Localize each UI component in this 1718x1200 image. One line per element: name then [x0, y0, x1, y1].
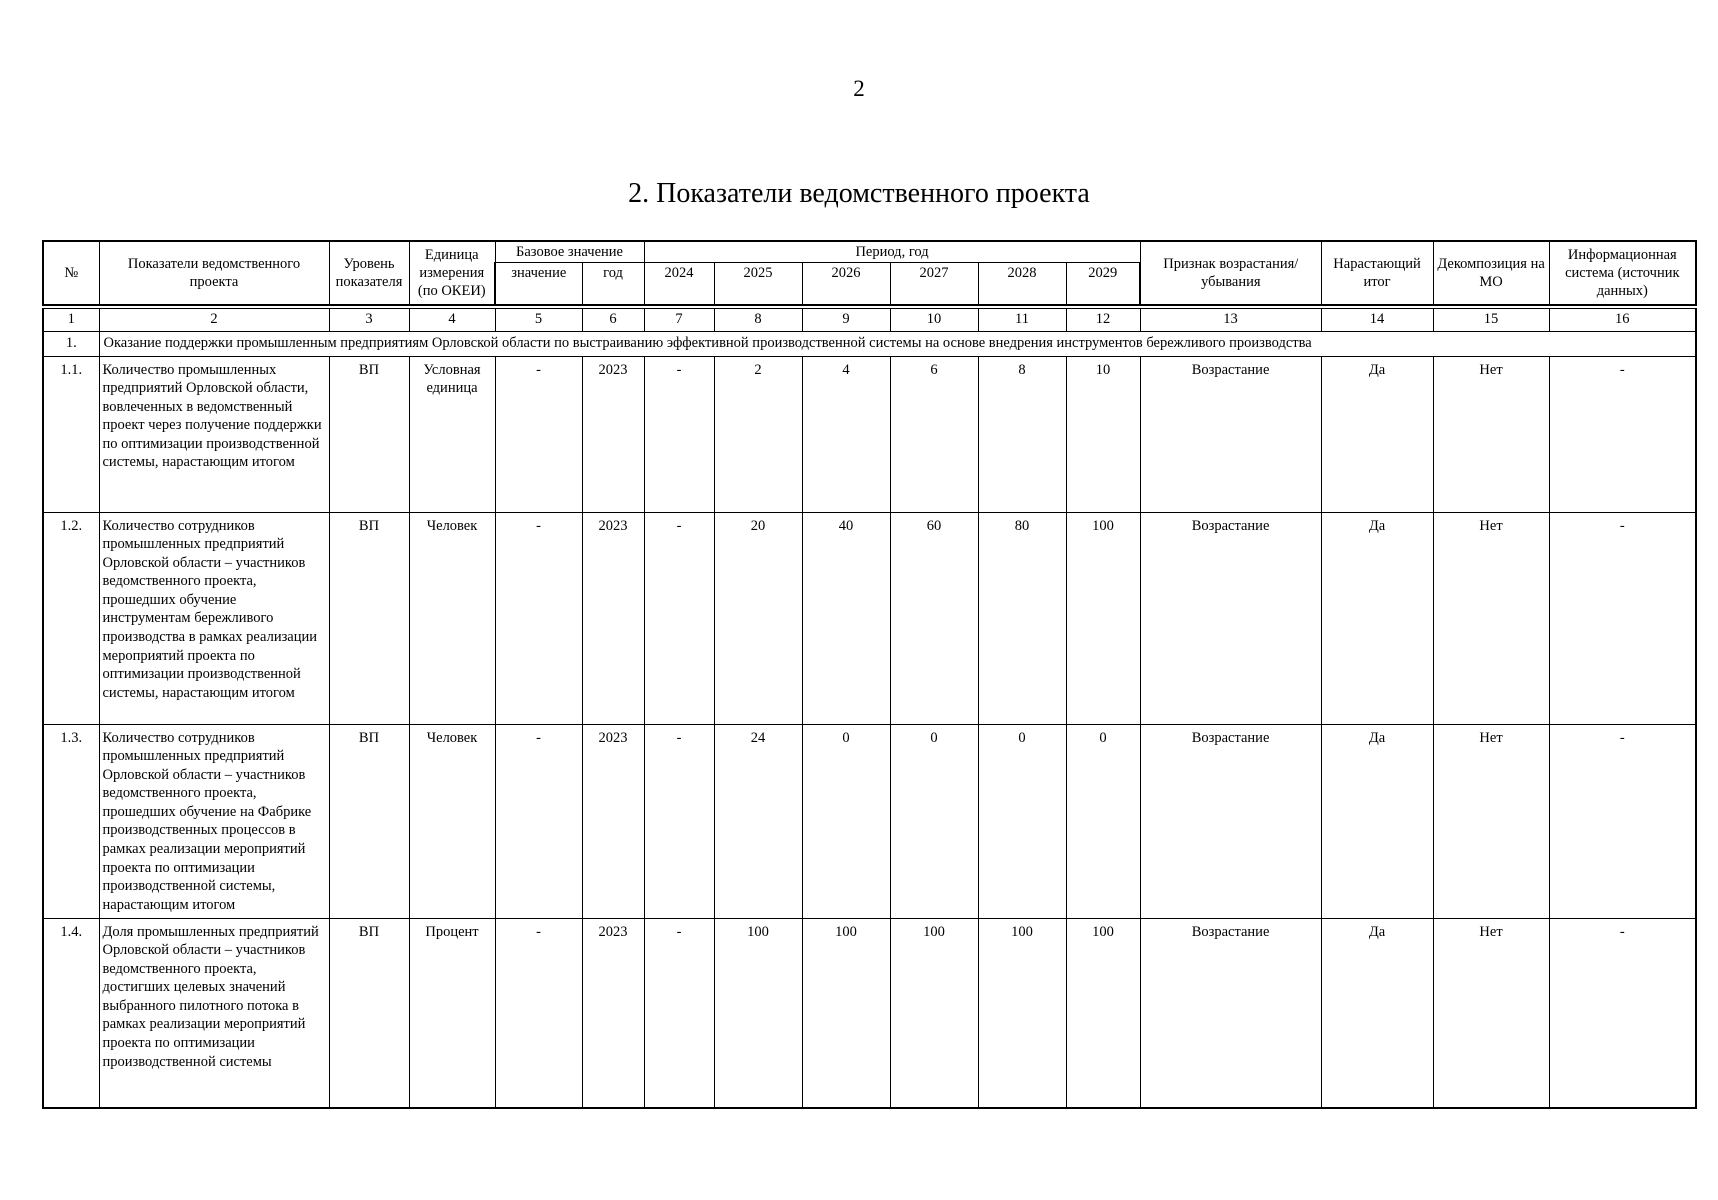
- column-number: 1: [43, 308, 99, 331]
- base-year: 2023: [582, 724, 644, 918]
- header-base-group: Базовое значение: [495, 241, 644, 263]
- trend-value: Возрастание: [1140, 918, 1321, 1108]
- indicator-name: Количество сотрудников промышленных предприятий Орловской области – участников ведомственного проекта, прошедших обучение на Фабрике производственных процессов в рамках реализации мероприятий проекта по оптимизации производственной системы, нарастающим итогом: [99, 724, 329, 918]
- header-year: 2028: [978, 263, 1066, 305]
- table-row: [43, 918, 1696, 1108]
- indicator-name: Количество сотрудников промышленных предприятий Орловской области – участников ведомственного проекта, прошедших обучение инструментам бережливого производства в рамках реализации мероприятий проекта по оптимизации производственной системы, нарастающим итогом: [99, 512, 329, 724]
- trend-value: Возрастание: [1140, 724, 1321, 918]
- column-number: 10: [890, 308, 978, 331]
- decomposition-value: Нет: [1433, 918, 1549, 1108]
- column-number: 3: [329, 308, 409, 331]
- column-number: 9: [802, 308, 890, 331]
- column-number: 4: [409, 308, 495, 331]
- indicator-level: ВП: [329, 512, 409, 724]
- info-system-value: -: [1549, 356, 1696, 512]
- row-num: 1.3.: [43, 724, 99, 918]
- year-value: 0: [1066, 724, 1140, 918]
- section-num: 1.: [43, 331, 99, 356]
- header-level: Уровень показателя: [329, 241, 409, 305]
- year-value: 8: [978, 356, 1066, 512]
- header-year: 2027: [890, 263, 978, 305]
- base-year: 2023: [582, 918, 644, 1108]
- year-value: 2: [714, 356, 802, 512]
- year-value: 0: [802, 724, 890, 918]
- column-number: 14: [1321, 308, 1433, 331]
- base-year: 2023: [582, 512, 644, 724]
- cumulative-value: Да: [1321, 724, 1433, 918]
- column-number: 15: [1433, 308, 1549, 331]
- decomposition-value: Нет: [1433, 356, 1549, 512]
- header-year: 2026: [802, 263, 890, 305]
- column-numbers-row: [43, 308, 1696, 331]
- header-year: 2029: [1066, 263, 1140, 305]
- column-number: 11: [978, 308, 1066, 331]
- header-indicator: Показатели ведомственного проекта: [99, 241, 329, 305]
- year-value: 0: [890, 724, 978, 918]
- column-number: 6: [582, 308, 644, 331]
- header-year: 2025: [714, 263, 802, 305]
- info-system-value: -: [1549, 918, 1696, 1108]
- year-value: -: [644, 918, 714, 1108]
- base-value: -: [495, 512, 582, 724]
- indicator-name: Количество промышленных предприятий Орловской области, вовлеченных в ведомственный проект через получение поддержки по оптимизации производственной системы, нарастающим итогом: [99, 356, 329, 512]
- header-num: №: [43, 241, 99, 305]
- row-num: 1.1.: [43, 356, 99, 512]
- header-trend: Признак возрастания/убывания: [1140, 241, 1321, 305]
- decomposition-value: Нет: [1433, 724, 1549, 918]
- indicator-name: Доля промышленных предприятий Орловской области – участников ведомственного проекта, достигших целевых значений выбранного пилотного потока в рамках реализации мероприятий проекта по оптимизации производственной системы: [99, 918, 329, 1108]
- section-title: 2. Показатели ведомственного проекта: [628, 178, 1090, 209]
- row-num: 1.2.: [43, 512, 99, 724]
- info-system-value: -: [1549, 512, 1696, 724]
- section-text: Оказание поддержки промышленным предприятиям Орловской области по выстраиванию эффективной производственной системы на основе внедрения инструментов бережливого производства: [99, 331, 1696, 356]
- indicators-table: [42, 240, 1697, 1109]
- year-value: 100: [978, 918, 1066, 1108]
- column-number: 12: [1066, 308, 1140, 331]
- cumulative-value: Да: [1321, 918, 1433, 1108]
- year-value: 60: [890, 512, 978, 724]
- year-value: 20: [714, 512, 802, 724]
- indicator-unit: Человек: [409, 724, 495, 918]
- header-cumulative: Нарастающий итог: [1321, 241, 1433, 305]
- header-unit: Единица измерения (по ОКЕИ): [409, 241, 495, 305]
- year-value: 80: [978, 512, 1066, 724]
- indicator-level: ВП: [329, 356, 409, 512]
- base-value: -: [495, 724, 582, 918]
- year-value: -: [644, 356, 714, 512]
- year-value: -: [644, 512, 714, 724]
- header-base-year: год: [582, 263, 644, 305]
- column-number: 16: [1549, 308, 1696, 331]
- year-value: 100: [1066, 512, 1140, 724]
- cumulative-value: Да: [1321, 356, 1433, 512]
- indicator-unit: Условная единица: [409, 356, 495, 512]
- column-number: 13: [1140, 308, 1321, 331]
- decomposition-value: Нет: [1433, 512, 1549, 724]
- year-value: 100: [714, 918, 802, 1108]
- indicator-level: ВП: [329, 724, 409, 918]
- year-value: 24: [714, 724, 802, 918]
- base-value: -: [495, 918, 582, 1108]
- page-number: 2: [853, 76, 865, 101]
- header-decomposition: Декомпозиция на МО: [1433, 241, 1549, 305]
- year-value: 100: [802, 918, 890, 1108]
- row-num: 1.4.: [43, 918, 99, 1108]
- year-value: 100: [1066, 918, 1140, 1108]
- indicator-unit: Процент: [409, 918, 495, 1108]
- trend-value: Возрастание: [1140, 512, 1321, 724]
- year-value: 40: [802, 512, 890, 724]
- year-value: 10: [1066, 356, 1140, 512]
- column-number: 2: [99, 308, 329, 331]
- section-row: [43, 331, 1696, 356]
- cumulative-value: Да: [1321, 512, 1433, 724]
- year-value: -: [644, 724, 714, 918]
- column-number: 7: [644, 308, 714, 331]
- year-value: 0: [978, 724, 1066, 918]
- year-value: 100: [890, 918, 978, 1108]
- table-row: [43, 356, 1696, 512]
- header-info-system: Информационная система (источник данных): [1549, 241, 1696, 305]
- table-row: [43, 724, 1696, 918]
- trend-value: Возрастание: [1140, 356, 1321, 512]
- header-period-group: Период, год: [644, 241, 1140, 263]
- indicator-unit: Человек: [409, 512, 495, 724]
- indicator-level: ВП: [329, 918, 409, 1108]
- year-value: 6: [890, 356, 978, 512]
- info-system-value: -: [1549, 724, 1696, 918]
- column-number: 5: [495, 308, 582, 331]
- header-year: 2024: [644, 263, 714, 305]
- base-value: -: [495, 356, 582, 512]
- base-year: 2023: [582, 356, 644, 512]
- header-base-value: значение: [495, 263, 582, 305]
- year-value: 4: [802, 356, 890, 512]
- table-row: [43, 512, 1696, 724]
- column-number: 8: [714, 308, 802, 331]
